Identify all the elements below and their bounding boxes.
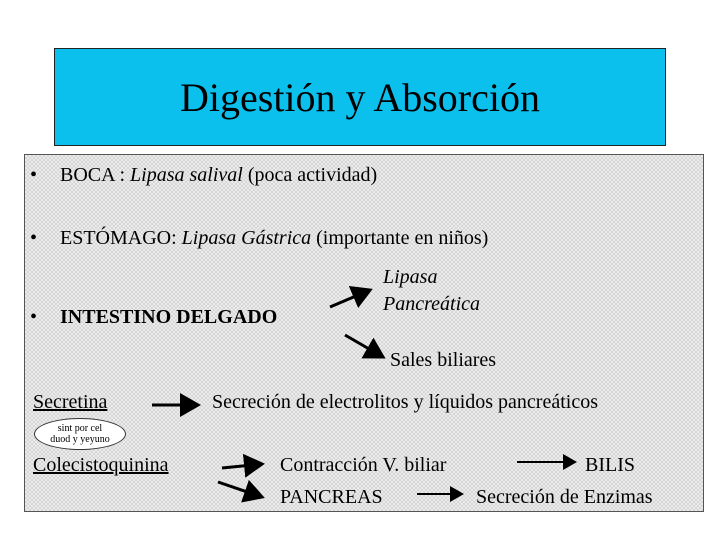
contraccion-vesicula: Contracción V. biliar — [280, 454, 447, 476]
intestino-label: INTESTINO DELGADO — [60, 306, 278, 328]
bullet-boca: • — [30, 164, 38, 186]
secrecion-enzimas: Secreción de Enzimas — [476, 486, 653, 508]
secretina-label: Secretina — [33, 391, 108, 413]
boca-note: (poca actividad) — [247, 164, 378, 186]
arrow-to-lipasa-pancreatica — [330, 290, 370, 307]
boca-label: BOCA : — [60, 164, 126, 186]
lipasa-pancreatica-line1: Lipasa — [383, 266, 438, 288]
arrow-cck-contraccion — [222, 464, 262, 468]
bilis-label: BILIS — [585, 454, 635, 476]
pancreas-label: PANCREAS — [280, 486, 383, 508]
bullet-estomago: • — [30, 227, 38, 249]
arrow-to-sales-biliares — [345, 335, 383, 357]
estomago-note: (importante en niños) — [316, 227, 489, 249]
secretina-note-line2: duod y yeyuno — [50, 434, 110, 445]
lipasa-gastrica: Lipasa Gástrica — [181, 227, 312, 249]
secretina-note-line1: sint por cel — [57, 423, 103, 434]
lipasa-pancreatica-line2: Pancreática — [383, 293, 481, 315]
bullet-intestino: • — [30, 306, 38, 328]
colecistoquinina-label: Colecistoquinina — [33, 454, 169, 476]
secretina-result: Secreción de electrolitos y líquidos pancreáticos — [212, 391, 598, 413]
estomago-label: ESTÓMAGO: — [60, 227, 177, 249]
sales-biliares: Sales biliares — [390, 349, 497, 371]
arrow-cck-pancreas — [218, 482, 262, 497]
slide-title: Digestión y Absorción — [180, 74, 540, 120]
lipasa-salival: Lipasa salival — [130, 164, 243, 186]
